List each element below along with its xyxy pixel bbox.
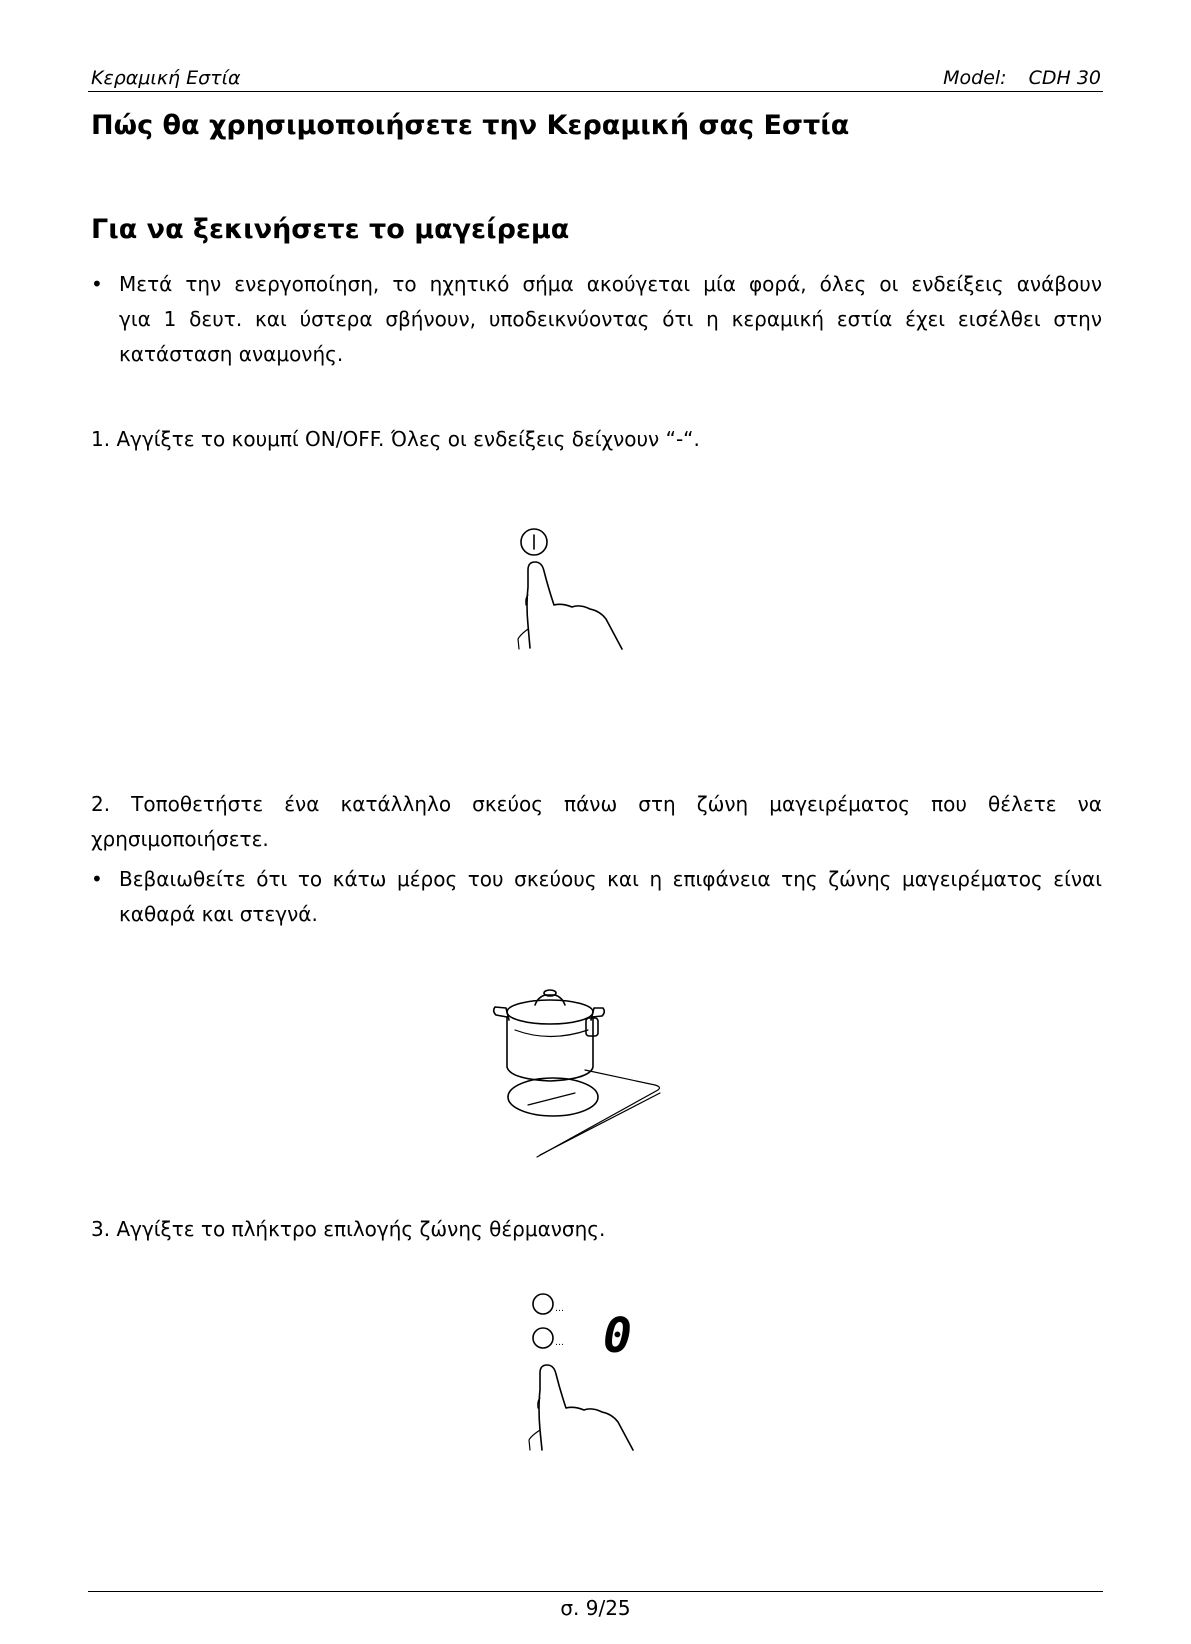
bullet-clean-dry [119, 862, 1102, 932]
paragraph-line: Μετά την ενεργοποίηση, το ηχητικό σήμα ακούγεται μία φορά, όλες οι ενδείξεις ανάβουν [119, 272, 1102, 296]
section-title: Για να ξεκινήσετε το μαγείρεμα [91, 214, 570, 245]
svg-text:…: … [555, 1304, 564, 1314]
power-button-icon [521, 529, 547, 555]
paragraph-line: 2. Τοποθετήστε ένα κατάλληλο σκεύος πάνω στη ζώνη μαγειρέματος που θέλετε να [91, 792, 1102, 816]
paragraph-line: κατάσταση αναμονής. [119, 342, 344, 366]
header-divider [88, 91, 1103, 92]
cooking-zone-ring [508, 1078, 598, 1116]
bullet-standby-info [119, 267, 1102, 372]
step-2 [91, 787, 1102, 857]
paragraph-line: καθαρά και στεγνά. [119, 902, 318, 926]
zone-select-button-icon [533, 1328, 564, 1348]
header-model [943, 66, 1101, 90]
seven-segment-display [603, 1308, 632, 1364]
cooking-pot-icon [494, 990, 605, 1081]
paragraph-line: χρησιμοποιήσετε. [91, 827, 269, 851]
pointing-hand-icon [529, 1365, 633, 1450]
bullet-marker: • [91, 272, 103, 296]
pointing-hand-icon [518, 562, 622, 649]
bullet-marker: • [91, 867, 103, 891]
zone-select-figure [515, 1290, 650, 1460]
step-1 [91, 422, 700, 457]
pot-on-zone-figure [490, 975, 695, 1165]
page-number: σ. 9/25 [560, 1596, 631, 1620]
display-digit: 0 [603, 1308, 632, 1364]
step-3 [91, 1212, 605, 1247]
zone-select-button-icon [533, 1294, 564, 1314]
svg-text:…: … [555, 1338, 564, 1348]
paragraph-line: 1. Αγγίξτε το κουμπί ON/OFF. Όλες οι ενδείξεις δείχνουν “-“. [91, 427, 700, 451]
model-label: Model: [943, 67, 1007, 89]
model-value: CDH 30 [1028, 67, 1101, 89]
hob-surface [537, 1070, 660, 1157]
header-title: Κεραμική Εστία [91, 67, 241, 89]
power-button-figure [510, 525, 630, 660]
paragraph-line: 3. Αγγίξτε το πλήκτρο επιλογής ζώνης θέρμανσης. [91, 1217, 606, 1241]
page-title: Πώς θα χρησιμοποιήσετε την Κεραμική σας Εστία [91, 110, 850, 141]
paragraph-line: για 1 δευτ. και ύστερα σβήνουν, υποδεικνύοντας ότι η κεραμική εστία έχει εισέλθει στην [119, 307, 1102, 331]
footer-divider [88, 1591, 1103, 1592]
paragraph-line: Βεβαιωθείτε ότι το κάτω μέρος του σκεύους και η επιφάνεια της ζώνης μαγειρέματος είναι [119, 867, 1102, 891]
